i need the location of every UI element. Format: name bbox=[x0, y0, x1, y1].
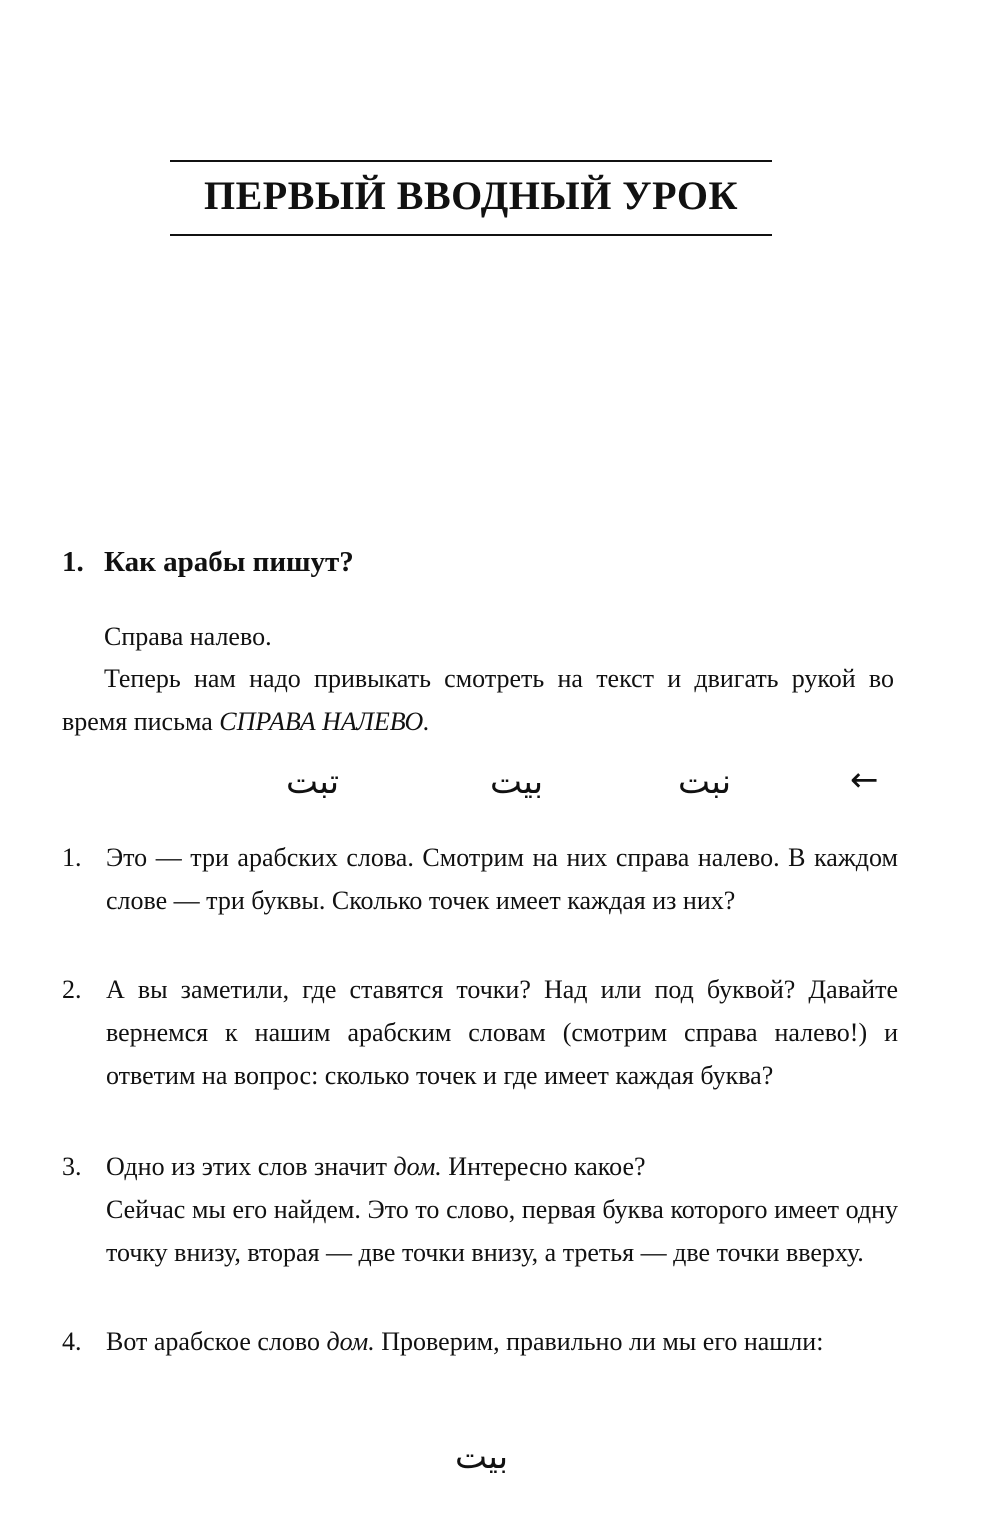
list-item-text-a: Вот арабское слово bbox=[106, 1327, 327, 1356]
list-item-text-a: Одно из этих слов значит bbox=[106, 1152, 394, 1181]
list-item-number: 4. bbox=[62, 1327, 82, 1356]
intro-emphasis: СПРАВА НАЛЕВО. bbox=[219, 707, 430, 736]
intro-paragraph bbox=[62, 657, 894, 743]
list-item-number: 2. bbox=[62, 975, 82, 1004]
section-heading bbox=[62, 546, 354, 579]
list-item-text-b: Интересно какое? bbox=[441, 1152, 646, 1181]
arabic-word-2: بيت bbox=[490, 762, 544, 802]
list-item-number: 3. bbox=[62, 1152, 82, 1181]
list-item-emphasis: дом. bbox=[393, 1152, 442, 1181]
arabic-words-row bbox=[250, 760, 910, 820]
section-number: 1. bbox=[62, 546, 84, 578]
section-heading-text: Как арабы пишут? bbox=[104, 546, 354, 578]
list-item-text-c: Сейчас мы его найдем. Это то слово, первая буква которого имеет одну точку внизу, вторая — две точки внизу, а третья — две точки вверху. bbox=[106, 1195, 898, 1267]
arabic-word-3: نبت bbox=[678, 762, 732, 802]
left-arrow-icon: ← bbox=[850, 760, 879, 800]
list-item-text bbox=[106, 1145, 898, 1274]
list-item-emphasis: дом. bbox=[326, 1327, 375, 1356]
arabic-answer-word: بيت bbox=[455, 1437, 509, 1477]
arabic-word-1: تبت bbox=[286, 762, 340, 802]
intro-text: Теперь нам надо привыкать смотреть на текст и двигать рукой во время письма bbox=[62, 664, 894, 736]
list-item-text: А вы заметили, где ставятся точки? Над или под буквой? Давайте вернемся к нашим арабским словам (смотрим справа налево!) и ответим на вопрос: сколько точек и где имеет каждая буква? bbox=[106, 975, 898, 1090]
list-item-text-b: Проверим, правильно ли мы его нашли: bbox=[374, 1327, 824, 1356]
title-block bbox=[170, 160, 772, 236]
list-item-1 bbox=[62, 836, 898, 922]
list-item-number: 1. bbox=[62, 843, 82, 872]
page-title: ПЕРВЫЙ ВВОДНЫЙ УРОК bbox=[204, 173, 738, 218]
list-item-3 bbox=[62, 1145, 898, 1274]
list-item-text: Это — три арабских слова. Смотрим на них справа налево. В каждом слове — три буквы. Сколько точек имеет каждая из них? bbox=[106, 843, 898, 915]
intro-line-1: Справа налево. bbox=[104, 622, 272, 651]
list-item-2 bbox=[62, 968, 898, 1097]
list-item-text bbox=[106, 1320, 898, 1363]
list-item-4 bbox=[62, 1320, 898, 1363]
